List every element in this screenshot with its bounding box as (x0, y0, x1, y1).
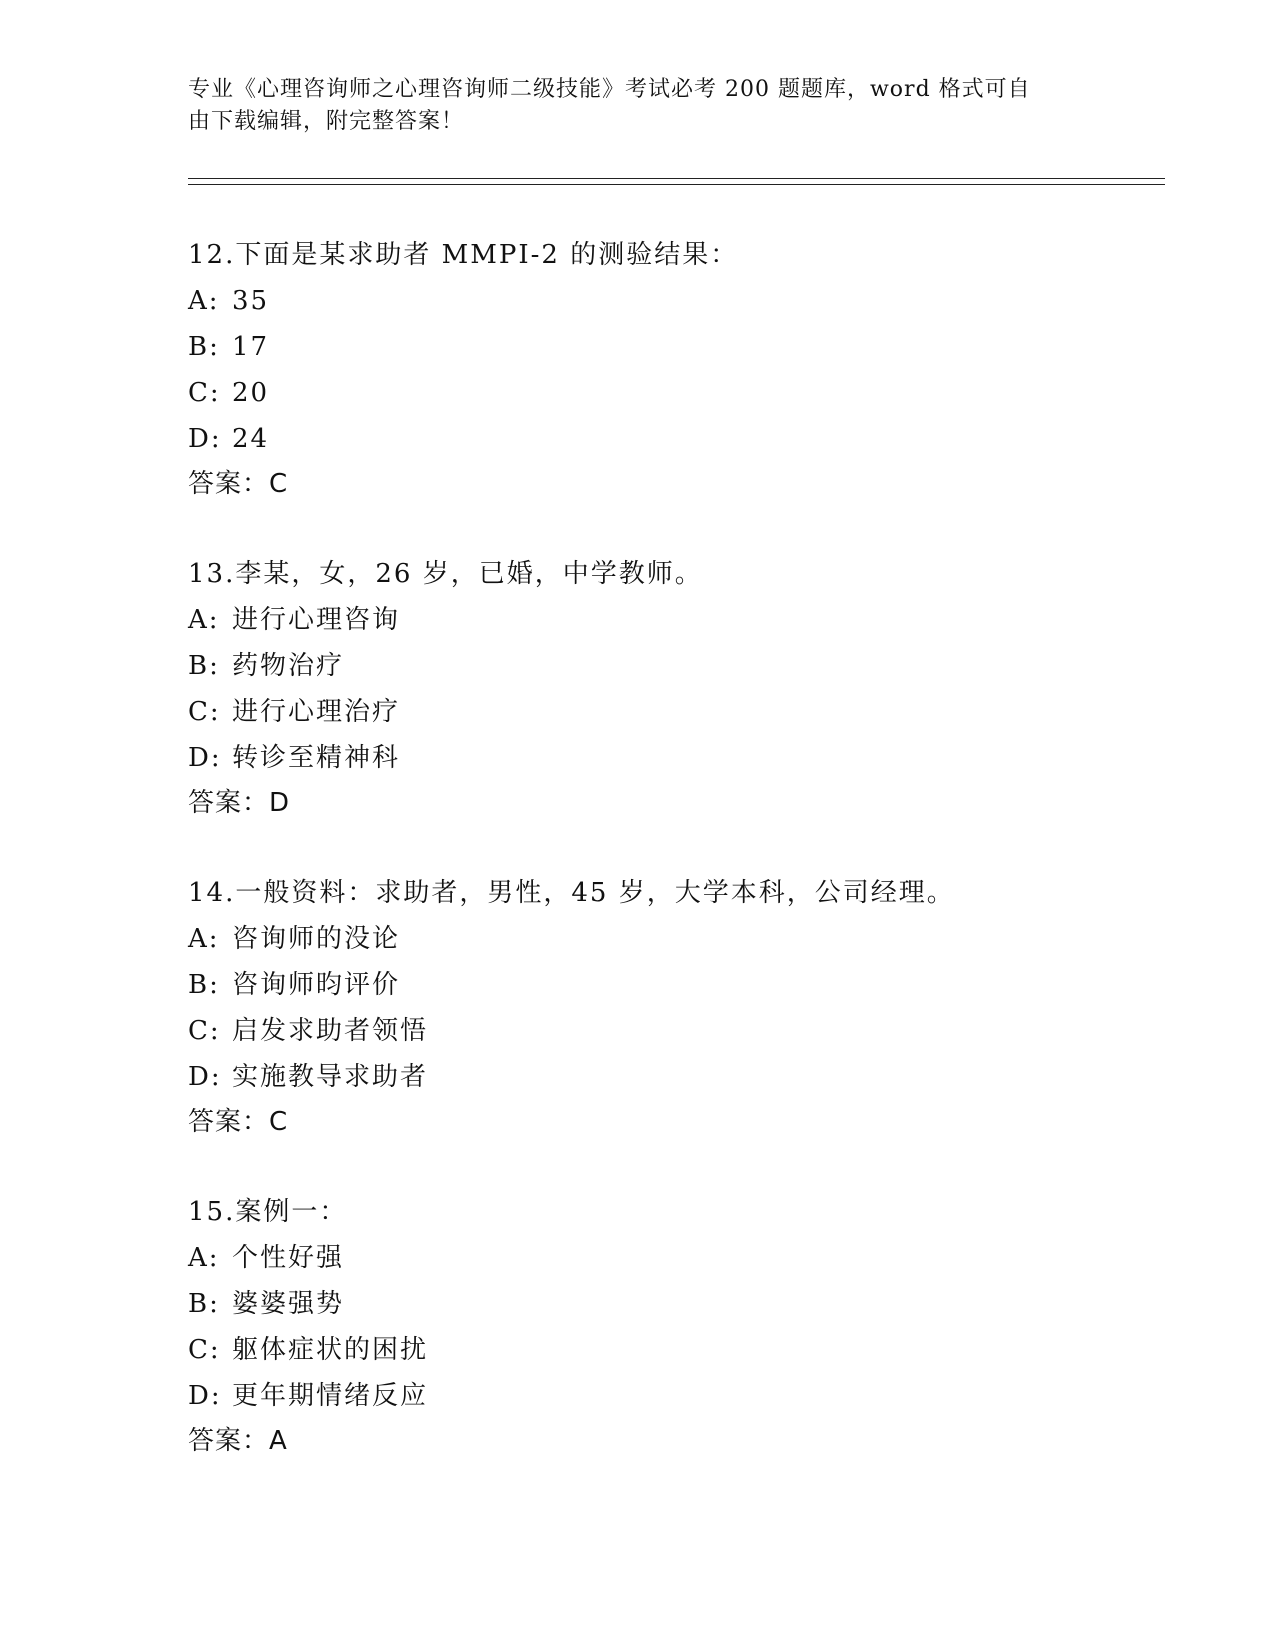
option-text: 实施教导求助者 (232, 1062, 429, 1092)
option-text: 20 (232, 378, 270, 408)
option-text: 更年期情绪反应 (232, 1381, 429, 1411)
question-stem: 15.案例一： (188, 1197, 348, 1227)
question-list (188, 232, 1148, 1508)
option-d (188, 1054, 1148, 1100)
option-text: 24 (232, 424, 270, 454)
option-d (188, 1373, 1148, 1419)
option-letter: C: (188, 378, 221, 408)
option-letter: C: (188, 697, 221, 727)
option-text: 个性好强 (232, 1243, 345, 1273)
option-letter: B: (188, 970, 220, 1000)
option-a (188, 1235, 1148, 1281)
option-b (188, 962, 1148, 1008)
option-text: 启发求助者领悟 (232, 1016, 429, 1046)
option-letter: B: (188, 332, 220, 362)
option-d (188, 416, 1148, 462)
question-12 (188, 232, 1148, 506)
answer-line: 答案：D (188, 788, 291, 818)
answer-line: 答案：C (188, 1107, 289, 1137)
answer-line: 答案：C (188, 469, 289, 499)
option-text: 35 (232, 286, 270, 316)
option-c (188, 1327, 1148, 1373)
option-letter: A: (188, 924, 220, 954)
question-stem: 13.李某，女，26 岁，已婚，中学教师。 (188, 559, 703, 589)
option-letter: D: (188, 1381, 222, 1411)
option-text: 躯体症状的困扰 (232, 1335, 429, 1365)
option-text: 进行心理咨询 (232, 605, 401, 635)
option-c (188, 1008, 1148, 1054)
option-c (188, 689, 1148, 735)
option-text: 婆婆强势 (232, 1289, 345, 1319)
option-text: 咨询师昀评价 (232, 970, 401, 1000)
answer-line: 答案：A (188, 1426, 288, 1456)
header-line-1: 专业《心理咨询师之心理咨询师二级技能》考试必考 200 题题库，word 格式可自 (188, 77, 1031, 102)
option-a (188, 916, 1148, 962)
option-letter: B: (188, 651, 220, 681)
option-text: 17 (232, 332, 270, 362)
question-13 (188, 551, 1148, 825)
question-14 (188, 870, 1148, 1144)
option-b (188, 643, 1148, 689)
option-letter: C: (188, 1016, 221, 1046)
question-15 (188, 1189, 1148, 1463)
option-letter: D: (188, 1062, 222, 1092)
header-divider-bottom (188, 184, 1165, 185)
question-stem: 12.下面是某求助者 MMPI-2 的测验结果： (188, 240, 739, 270)
option-text: 进行心理治疗 (232, 697, 401, 727)
option-b (188, 324, 1148, 370)
option-letter: A: (188, 605, 220, 635)
option-letter: D: (188, 424, 222, 454)
option-text: 转诊至精神科 (232, 743, 401, 773)
option-c (188, 370, 1148, 416)
header-line-2: 由下载编辑，附完整答案！ (188, 109, 465, 134)
option-d (188, 735, 1148, 781)
question-stem: 14.一般资料：求助者，男性，45 岁，大学本科，公司经理。 (188, 878, 955, 908)
option-letter: A: (188, 286, 220, 316)
option-a (188, 278, 1148, 324)
document-header (188, 74, 1068, 138)
option-letter: A: (188, 1243, 220, 1273)
option-letter: C: (188, 1335, 221, 1365)
option-a (188, 597, 1148, 643)
option-text: 药物治疗 (232, 651, 345, 681)
option-letter: D: (188, 743, 222, 773)
option-b (188, 1281, 1148, 1327)
header-divider-top (188, 178, 1165, 179)
option-letter: B: (188, 1289, 220, 1319)
option-text: 咨询师的没论 (232, 924, 401, 954)
